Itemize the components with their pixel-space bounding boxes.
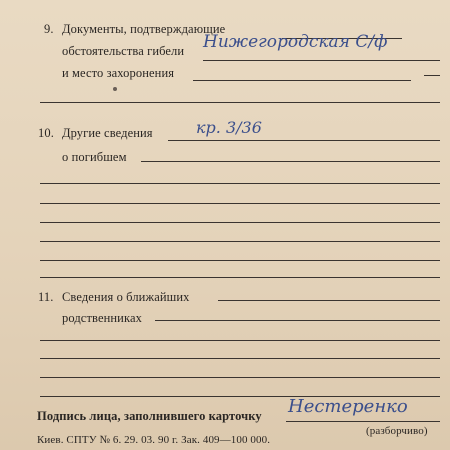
section10-rule-5 (40, 222, 440, 223)
section11-label-line2: родственниках (62, 311, 142, 325)
section10-label-line1: Другие сведения (62, 126, 153, 140)
section11-label-line1: Сведения о ближайших (62, 290, 190, 304)
section9-number: 9. (44, 22, 54, 36)
section10-rule-3 (40, 183, 440, 184)
section9-rule-3b (424, 75, 440, 76)
section9-handwriting: Нижегородская С/ф (203, 32, 388, 52)
section10-label-line2: о погибшем (62, 150, 127, 164)
section11-number: 11. (38, 290, 54, 304)
section10-rule-7 (40, 260, 440, 261)
section11-rule-1 (218, 300, 440, 301)
section11-rule-5 (40, 377, 440, 378)
signature-rule (286, 421, 440, 422)
signature-label: Подпись лица, заполнившего карточку (37, 409, 262, 423)
section10-rule-6 (40, 241, 440, 242)
section11-rule-2 (155, 320, 440, 321)
section11-rule-3 (40, 340, 440, 341)
printer-imprint: Киев. СПТУ № 6. 29. 03. 90 г. Зак. 409—100 000. (37, 434, 271, 446)
section9-label-line3: и место захоронения (62, 66, 175, 80)
section9-rule-4 (40, 102, 440, 103)
paper-spot (113, 87, 117, 91)
section9-rule-2 (203, 60, 440, 61)
section10-rule-8 (40, 277, 440, 278)
section10-rule-1 (168, 140, 440, 141)
section9-label-line2: обстоятельства гибели (62, 44, 185, 58)
section11-rule-4 (40, 358, 440, 359)
section9-rule-3a (193, 80, 411, 81)
section10-number: 10. (38, 126, 54, 140)
signature-legible-note: (разборчиво) (366, 425, 428, 437)
section9-label-line1: Документы, подтверждающие (62, 22, 226, 36)
section10-rule-2 (141, 161, 440, 162)
signature-handwriting: Нестеренко (288, 396, 408, 417)
section10-handwriting: кр. 3/36 (196, 118, 262, 137)
section10-rule-4 (40, 203, 440, 204)
